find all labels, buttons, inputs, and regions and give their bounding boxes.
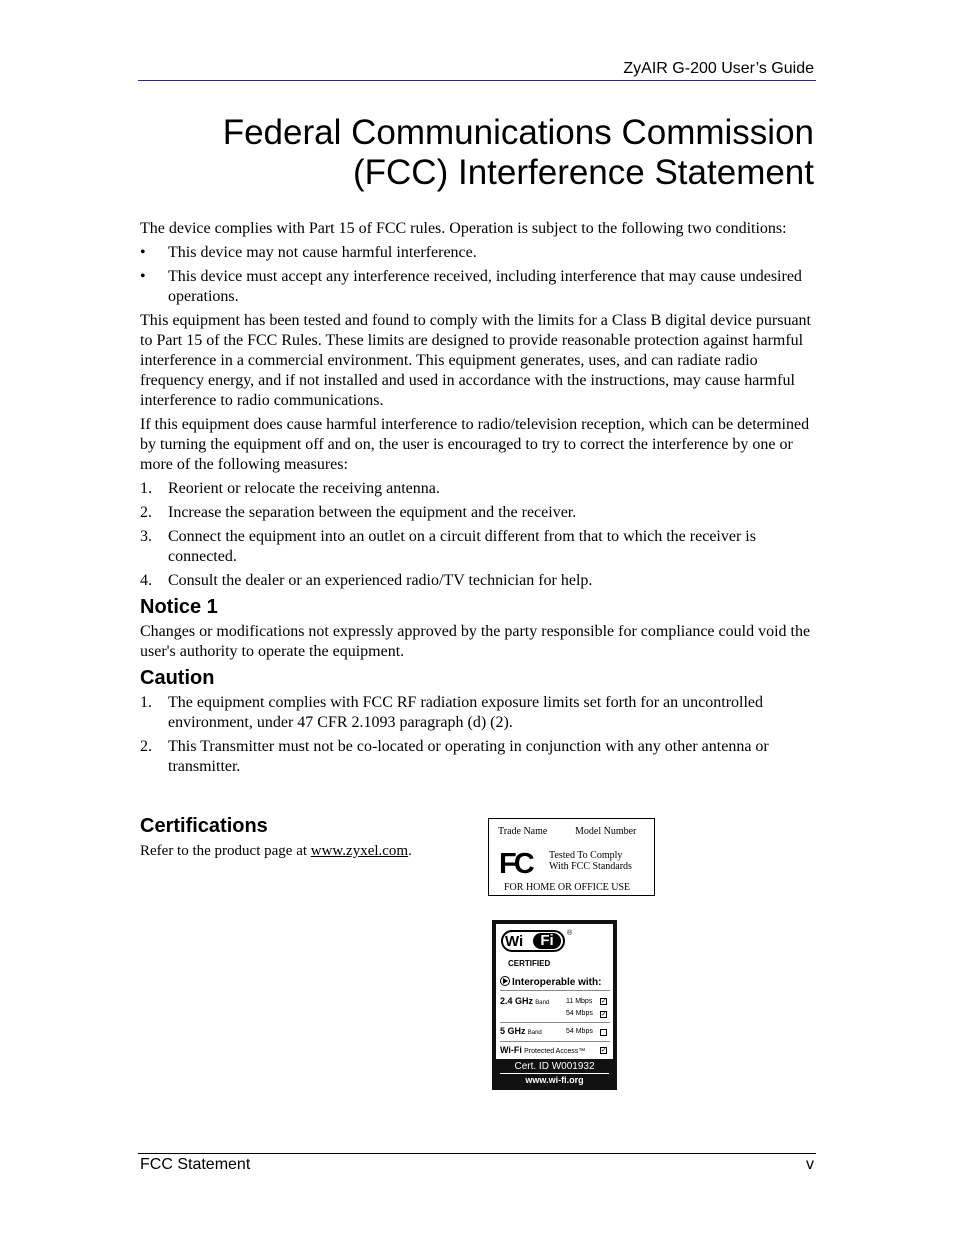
fcc-tested-line-2: With FCC Standards [549, 861, 632, 872]
wifi-wpa-text: Protected Access™ [524, 1048, 586, 1055]
footer-page-number: v [806, 1156, 814, 1173]
condition-text: This device must accept any interference received, including interference that may cause undesired operations. [168, 268, 802, 305]
caution-text: The equipment complies with FCC RF radiation exposure limits set forth for an uncontrolled environment, under 47 CFR 2.1093 paragraph (d) (2). [168, 694, 764, 731]
wifi-certified-label [492, 920, 617, 1090]
measure-item [140, 479, 820, 499]
bullet-marker: • [140, 268, 146, 285]
measure-item [140, 571, 820, 591]
compliance-paragraph: This equipment has been tested and found to comply with the limits for a Class B digital device pursuant to Part 15 of the FCC Rules. These limits are designed to provide reasonable protection against harmful interference in a commercial environment. This equipment generates, uses, and can radiate radio frequency energy, and if not installed and used in accordance with the instructions, may cause harmful interference to radio communications. [140, 312, 811, 409]
wifi-logo-fi: Fi [533, 933, 561, 949]
wifi-label-panel [496, 924, 613, 1059]
wifi-wpa-bold: Wi-Fi [500, 1045, 522, 1055]
footer-section-name: FCC Statement [140, 1156, 251, 1173]
document-body [140, 219, 820, 781]
measure-text: Increase the separation between the equipment and the receiver. [168, 504, 577, 521]
certifications-text-suffix: . [408, 843, 412, 859]
list-number: 2. [140, 504, 152, 521]
registered-mark: ® [567, 930, 573, 937]
page-title [223, 113, 814, 193]
fcc-compliance-label [488, 818, 655, 896]
fcc-home-office: FOR HOME OR OFFICE USE [504, 882, 631, 893]
measure-text: Connect the equipment into an outlet on a circuit different from that to which the receiver is connected. [168, 528, 756, 565]
notice-paragraph: Changes or modifications not expressly approved by the party responsible for compliance could void the user's authority to operate the equipment. [140, 623, 811, 660]
wifi-rate-54a: 54 Mbps [566, 1010, 593, 1017]
wifi-band-24: 2.4 GHz [500, 996, 534, 1006]
list-number: 4. [140, 572, 152, 589]
condition-text: This device may not cause harmful interference. [168, 244, 477, 261]
fcc-logo-text: FC [499, 848, 532, 877]
wifi-url: www.wi-fi.org [525, 1075, 584, 1085]
wifi-band-5-suffix: Band [527, 1030, 542, 1036]
wifi-cert-id: Cert. ID W001932 [500, 1061, 609, 1074]
certifications-text [140, 843, 412, 860]
wifi-separator [500, 1041, 610, 1042]
measure-text: Reorient or relocate the receiving antenna. [168, 480, 440, 497]
checkbox-checked-icon: ✓ [601, 1047, 607, 1054]
fcc-tested-line-1: Tested To Comply [549, 850, 623, 861]
zyxel-link[interactable]: www.zyxel.com [310, 843, 409, 859]
certifications-heading: Certifications [140, 815, 268, 837]
bullet-marker: • [140, 244, 146, 261]
condition-item [140, 267, 820, 307]
wifi-band-24-suffix: Band [535, 1000, 550, 1006]
wifi-separator [500, 990, 610, 991]
notice-heading: Notice 1 [140, 596, 218, 618]
list-number: 1. [140, 480, 152, 497]
intro-paragraph: The device complies with Part 15 of FCC rules. Operation is subject to the following two conditions: [140, 220, 787, 237]
wifi-interop-heading [500, 976, 601, 988]
wifi-interop-text: Interoperable with: [512, 977, 602, 988]
list-number: 1. [140, 694, 152, 711]
condition-item [140, 243, 820, 263]
wifi-logo-wi: Wi [505, 933, 524, 950]
certifications-text-prefix: Refer to the product page at [140, 843, 311, 859]
wifi-certified-text: CERTIFIED [508, 959, 551, 968]
list-number: 3. [140, 528, 152, 545]
caution-item [140, 737, 820, 777]
wifi-band-24-row [500, 996, 612, 1006]
caution-item [140, 693, 820, 733]
caution-text: This Transmitter must not be co-located or operating in conjunction with any other antenna or transmitter. [168, 738, 769, 775]
wifi-band-5-row [500, 1026, 612, 1036]
fcc-model-number: Model Number [575, 826, 637, 837]
fcc-logo-icon [499, 847, 537, 877]
checkbox-checked-icon: ✓ [601, 998, 607, 1005]
measure-item [140, 503, 820, 523]
wifi-rate-54b: 54 Mbps [566, 1028, 593, 1035]
page-title-line-2: (FCC) Interference Statement [353, 153, 814, 192]
page-title-line-1: Federal Communications Commission [222, 113, 814, 152]
wifi-separator [500, 1022, 610, 1023]
wifi-logo [501, 930, 565, 952]
measure-item [140, 527, 820, 567]
measure-text: Consult the dealer or an experienced radio/TV technician for help. [168, 572, 593, 589]
list-number: 2. [140, 738, 152, 755]
header-rule [138, 80, 816, 81]
caution-heading: Caution [140, 667, 215, 689]
interference-paragraph: If this equipment does cause harmful interference to radio/television reception, which can be determined by turning the equipment off and on, the user is encouraged to try to correct the interference by one or more of the following measures: [140, 416, 810, 473]
play-icon [500, 976, 510, 986]
fcc-tested-text [549, 850, 632, 872]
wifi-band-5: 5 GHz [500, 1026, 526, 1036]
wifi-rate-11: 11 Mbps [566, 998, 593, 1005]
footer-rule [138, 1153, 816, 1154]
guide-title: ZyAIR G-200 User’s Guide [623, 60, 814, 77]
wifi-wpa-row [500, 1045, 612, 1055]
fcc-trade-name: Trade Name [498, 826, 548, 837]
checkbox-empty-icon [600, 1029, 607, 1036]
checkbox-checked-icon: ✓ [601, 1011, 607, 1018]
